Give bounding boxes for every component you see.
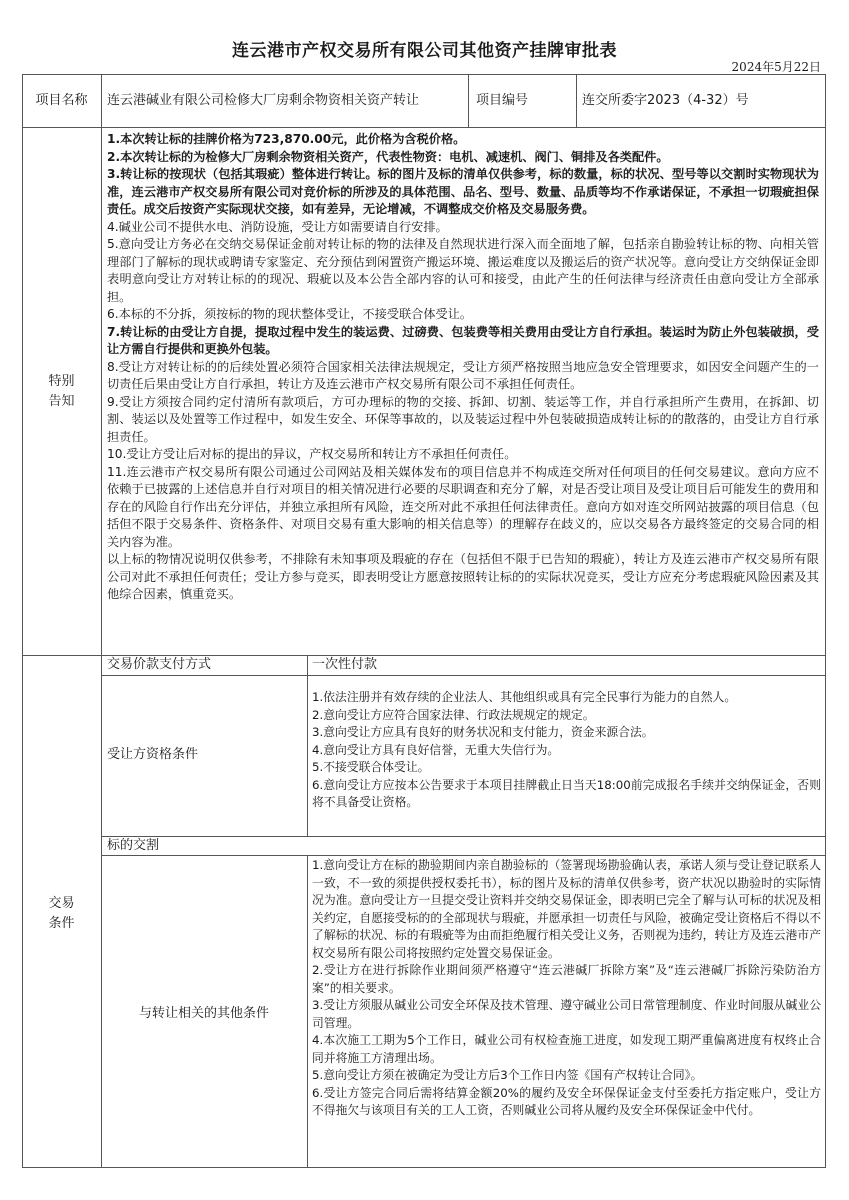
special-notice-body bbox=[107, 131, 819, 604]
notice-paragraph: 7.转让标的由受让方自提，提取过程中发生的装运费、过磅费、包装费等相关费用由受让方自行承担。装运时为防止外包装破损，受让方需自行提供和更换外包装。 bbox=[107, 324, 819, 356]
project-name-label: 项目名称 bbox=[35, 93, 88, 108]
notice-paragraph: 6.本标的不分拆，须按标的物的现状整体受让，不接受联合体受让。 bbox=[107, 307, 473, 321]
notice-paragraph: 9.受让方须按合同约定付清所有款项后，方可办理标的物的交接、拆卸、切割、装运等工作，并自行承担所产生费用，在拆卸、切割、装运以及处置等工作过程中，如发生安全、环保等事故的，以及装运过程中外包装破损造成转让标的的散落的，由受让方自行承担责任。 bbox=[107, 394, 819, 444]
document-date: 2024年5月22日 bbox=[731, 60, 821, 74]
notice-paragraph: 11.连云港市产权交易所有限公司通过公司网站及相关媒体发布的项目信息并不构成连交所对任何项目的任何交易建议。意向方应不依赖于已披露的上述信息并自行对项目的相关情况进行必要的尽职调查和充分了解，对是否受让项目及受让项目后可能发生的费用和存在的风险自行作出充分评估，并独立承担所有风险，连交所对此不承担任何法律责任。意向方如对连交所网站披露的项目信息（包括但不限于交易条件、资格条件、对项目交易有重大影响的相关信息等）的理解存在歧义的，应以交易各方最终签定的交易合同的相关内容为准。 bbox=[107, 464, 819, 549]
rule-qualification-bottom bbox=[101, 836, 826, 837]
qualification-list bbox=[312, 689, 821, 812]
other-condition-item: 2.受让方在进行拆除作业期间须严格遵守“连云港碱厂拆除方案”及“连云港碱厂拆除污染防治方案”的相关要求。 bbox=[312, 963, 821, 995]
rule-delivery-bottom bbox=[101, 855, 826, 856]
notice-paragraph: 以上标的物情况说明仅供参考，不排除有未知事项及瑕疵的存在（包括但不限于已告知的瑕疵），转让方及连云港市产权交易所有限公司对此不承担任何责任；受让方参与竞买，即表明受让方愿意按照转让标的的实际状况竞买，受让方应充分考虑瑕疵风险因素及其他综合因素，慎重竞买。 bbox=[107, 552, 819, 601]
notice-paragraph: 4.碱业公司不提供水电、消防设施，受让方如需要请自行安排。 bbox=[107, 219, 448, 234]
rule-header-bottom bbox=[22, 127, 826, 128]
project-code-value: 连交所委字2023（4-32）号 bbox=[582, 93, 749, 108]
delivery-label: 标的交割 bbox=[107, 838, 160, 853]
notice-paragraph: 3.转让标的按现状（包括其瑕疵）整体进行转让。标的图片及标的清单仅供参考，标的数量，标的状况、型号等以交割时实物现状为准，连云港市产权交易所有限公司对竞价标的所涉及的具体范围、品名、型号、数量、品质等均不作承诺保证，不承担一切瑕疵担保责任。成交后按资产实际现状交接，如有差异，无论增减，不调整成交价格及交易服务费。 bbox=[107, 167, 819, 216]
rule-payment-divider bbox=[307, 655, 308, 676]
other-conditions-list bbox=[312, 857, 821, 1120]
document-title: 连云港市产权交易所有限公司其他资产挂牌审批表 bbox=[232, 41, 617, 61]
other-condition-item: 4.本次施工工期为5个工作日，碱业公司有权检查施工进度，如发现工期严重偏离进度有权终止合同并将施工方清理出场。 bbox=[312, 1033, 821, 1065]
qualification-item: 3.意向受让方应具有良好的财务状况和支付能力，资金来源合法。 bbox=[312, 725, 654, 739]
notice-paragraph: 5.意向受让方务必在交纳交易保证金前对转让标的物的法律及自然现状进行深入而全面地了解，包括亲自勘验转让标的物、向相关管理部门了解标的现状或聘请专家鉴定、充分预估到闲置资产搬运环境、搬运难度以及搬运后的资产状况等。意向受让方交纳保证金即表明意向受让方对转让标的的现况、瑕疵以及本公告全部内容的认可和接受，由此产生的任何法律与经济责任由意向受让方全部承担。 bbox=[107, 237, 819, 304]
qualification-item: 2.意向受让方应符合国家法律、行政法规规定的规定。 bbox=[312, 707, 595, 722]
payment-method-value: 一次性付款 bbox=[312, 657, 378, 672]
notice-paragraph: 8.受让方对转让标的的后续处置必须符合国家相关法律法规规定，受让方须严格按照当地应急安全管理要求，如因安全问题产生的一切责任后果由受让方自行承担，转让方及连云港市产权交易所有限公司不承担任何责任。 bbox=[107, 359, 819, 391]
qualification-item: 4.意向受让方具有良好信誉，无重大失信行为。 bbox=[312, 742, 560, 757]
project-name-value: 连云港碱业有限公司检修大厂房剩余物资相关资产转让 bbox=[107, 93, 420, 108]
rule-header-mid2 bbox=[576, 74, 577, 127]
other-condition-item: 1.意向受让方在标的勘验期间内亲自勘验标的（签署现场勘验确认表，承诺人须与受让登记联系人一致，不一致的须提供授权委托书），标的图片及标的清单仅供参考，资产状况以勘验时的实际情况为准。意向受让方一旦提交受让资料并交纳交易保证金，即表明已完全了解与认可标的状况及相关约定，自愿接受标的的全部现状与瑕疵，并愿承担一切责任与风险，被确定受让资格后不得以不了解标的状况、标的有瑕疵等为由而拒绝履行相关受让义务，否则视为违约，转让方及连云港市产权交易所有限公司将按照约定处置交易保证金。 bbox=[312, 858, 821, 960]
special-notice-label-line1: 特别 bbox=[48, 374, 75, 389]
project-code-label: 项目编号 bbox=[476, 93, 529, 108]
rule-header-mid1 bbox=[468, 74, 469, 127]
other-condition-item: 3.受让方须服从碱业公司安全环保及技术管理、遵守碱业公司日常管理制度、作业时间服从碱业公司管理。 bbox=[312, 998, 821, 1030]
special-notice-label bbox=[22, 372, 101, 412]
rule-other-divider bbox=[307, 855, 308, 1168]
qualification-label: 受让方资格条件 bbox=[107, 747, 199, 762]
other-condition-item: 6.受让方签完合同后需将结算金额20%的履约及安全环保保证金支付至委托方指定账户，受让方不得拖欠与该项目有关的工人工资，否则碱业公司将从履约及安全环保保证金中代付。 bbox=[312, 1085, 821, 1117]
qualification-item: 6.意向受让方应按本公告要求于本项目挂牌截止日当天18:00前完成报名手续并交纳保证金，否则将不具备受让资格。 bbox=[312, 777, 821, 809]
other-condition-item: 5.意向受让方须在被确定为受让方后3个工作日内签《国有产权转让合同》。 bbox=[312, 1068, 703, 1082]
qualification-item: 1.依法注册并有效存续的企业法人、其他组织或具有完全民事行为能力的自然人。 bbox=[312, 690, 737, 704]
rule-qualification-divider bbox=[307, 675, 308, 837]
notice-paragraph: 2.本次转让标的为检修大厂房剩余物资相关资产，代表性物资：电机、减速机、阀门、铜排及各类配件。 bbox=[107, 149, 669, 164]
notice-paragraph: 1.本次转让标的挂牌价格为723,870.00元，此价格为含税价格。 bbox=[107, 132, 466, 146]
special-notice-label-line2: 告知 bbox=[48, 394, 75, 409]
trade-conditions-label bbox=[22, 894, 101, 934]
qualification-item: 5.不接受联合体受让。 bbox=[312, 760, 430, 774]
rule-payment-bottom bbox=[101, 675, 826, 676]
trade-conditions-label-line2: 条件 bbox=[48, 916, 75, 931]
other-conditions-label: 与转让相关的其他条件 bbox=[138, 1006, 269, 1021]
trade-conditions-label-line1: 交易 bbox=[48, 896, 75, 911]
payment-method-label: 交易价款支付方式 bbox=[107, 657, 212, 672]
notice-paragraph: 10.受让方受让后对标的提出的异议，产权交易所和转让方不承担任何责任。 bbox=[107, 447, 517, 461]
